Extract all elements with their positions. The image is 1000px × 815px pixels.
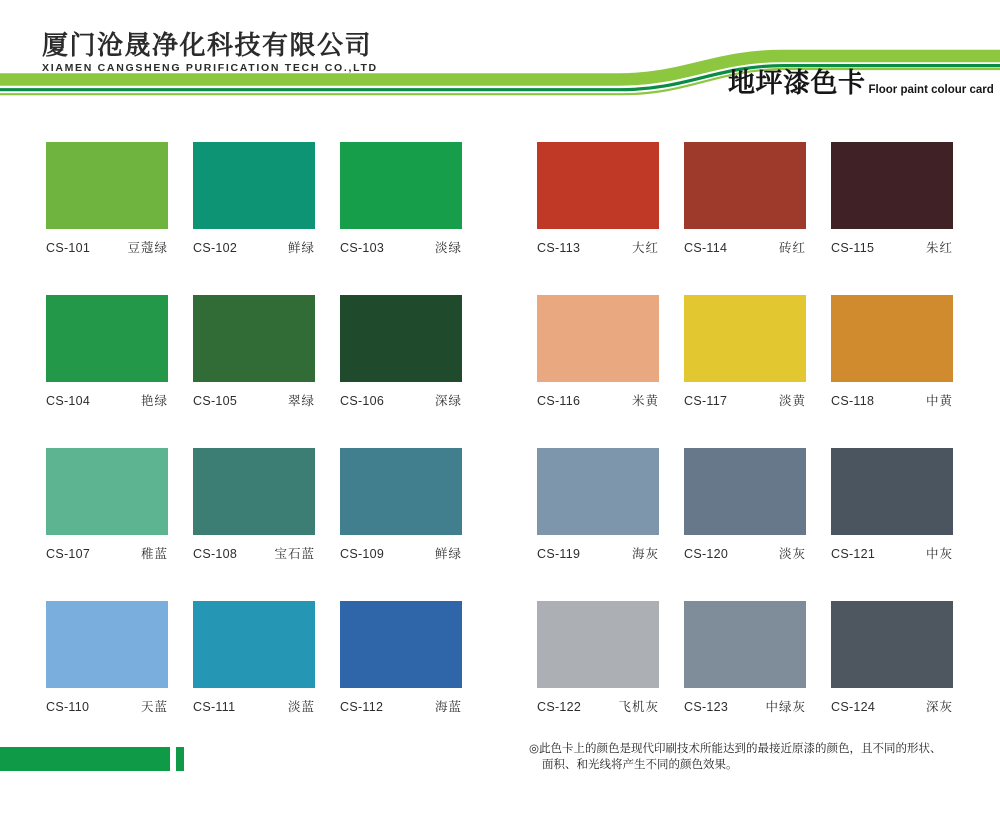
company-name-cn: 厦门沧晟净化科技有限公司 — [42, 30, 373, 60]
swatch-cell — [46, 601, 168, 714]
swatch-name: 中绿灰 — [765, 700, 806, 714]
swatch-code: CS-122 — [537, 700, 582, 714]
swatch-name: 艳绿 — [140, 394, 168, 408]
swatch-name: 稚蓝 — [140, 547, 168, 561]
swatch-cell — [831, 448, 953, 561]
swatch-name: 海蓝 — [434, 700, 462, 714]
disclaimer-line-1: ◎此色卡上的颜色是现代印刷技术所能达到的最接近原漆的颜色，且不同的形状、 — [529, 743, 942, 755]
color-swatch — [193, 295, 315, 382]
swatch-code: CS-115 — [831, 241, 875, 255]
color-swatch — [340, 601, 462, 688]
swatch-name: 大红 — [631, 241, 659, 255]
swatch-code: CS-114 — [684, 241, 728, 255]
swatch-cell — [340, 142, 462, 255]
swatch-grid-right — [537, 142, 953, 714]
swatch-cell — [46, 448, 168, 561]
disclaimer-line-2: 面积、和光线将产生不同的颜色效果。 — [542, 758, 738, 771]
swatch-cell — [537, 142, 659, 255]
swatch-cell — [193, 295, 315, 408]
swatch-name: 中黄 — [925, 394, 953, 408]
color-swatch — [684, 448, 806, 535]
swatch-name: 鲜绿 — [434, 547, 462, 561]
swatch-name: 砖红 — [778, 241, 806, 255]
swatch-code: CS-119 — [537, 547, 581, 561]
swatch-code: CS-103 — [340, 241, 385, 255]
swatch-cell — [537, 448, 659, 561]
swatch-code: CS-106 — [340, 394, 385, 408]
color-swatch — [46, 448, 168, 535]
swatch-code: CS-117 — [684, 394, 728, 408]
footer-accent-bar-small — [176, 747, 184, 771]
swatch-code: CS-105 — [193, 394, 238, 408]
swatch-name: 深绿 — [434, 394, 462, 408]
color-swatch — [193, 142, 315, 229]
color-swatch — [340, 295, 462, 382]
page-title — [728, 68, 994, 98]
page-title-en: Floor paint colour card — [868, 84, 994, 96]
swatch-cell — [831, 601, 953, 714]
swatch-code: CS-116 — [537, 394, 581, 408]
swatch-name: 淡绿 — [434, 241, 462, 255]
company-logo-block — [42, 32, 378, 74]
swatch-cell — [684, 448, 806, 561]
swatch-cell — [340, 448, 462, 561]
swatch-code: CS-113 — [537, 241, 581, 255]
color-swatch — [537, 601, 659, 688]
swatch-code: CS-108 — [193, 547, 238, 561]
swatch-name: 淡灰 — [778, 547, 806, 561]
swatch-code: CS-124 — [831, 700, 876, 714]
swatch-cell — [193, 142, 315, 255]
color-swatch — [684, 142, 806, 229]
color-swatch — [46, 142, 168, 229]
swatch-code: CS-112 — [340, 700, 384, 714]
swatch-cell — [193, 448, 315, 561]
color-swatch — [537, 142, 659, 229]
swatch-name: 豆蔻绿 — [127, 241, 168, 255]
swatch-code: CS-118 — [831, 394, 875, 408]
swatch-code: CS-121 — [831, 547, 876, 561]
swatch-cell — [537, 601, 659, 714]
swatch-cell — [537, 295, 659, 408]
swatch-cell — [46, 295, 168, 408]
swatch-cell — [684, 295, 806, 408]
swatch-name: 朱红 — [925, 241, 953, 255]
color-swatch — [193, 601, 315, 688]
swatch-name: 飞机灰 — [618, 700, 659, 714]
swatch-code: CS-102 — [193, 241, 238, 255]
footer-accent-bar — [0, 747, 170, 771]
color-swatch — [193, 448, 315, 535]
swatch-name: 淡黄 — [778, 394, 806, 408]
swatch-code: CS-111 — [193, 700, 236, 714]
swatch-code: CS-104 — [46, 394, 91, 408]
color-swatch — [537, 448, 659, 535]
color-swatch — [46, 601, 168, 688]
swatch-code: CS-101 — [46, 241, 91, 255]
swatch-name: 深灰 — [925, 700, 953, 714]
company-name-en: XIAMEN CANGSHENG PURIFICATION TECH CO.,LTD — [42, 62, 378, 74]
swatch-cell — [340, 601, 462, 714]
color-swatch — [46, 295, 168, 382]
swatch-cell — [46, 142, 168, 255]
color-swatch — [831, 601, 953, 688]
swatch-grid-left — [46, 142, 462, 714]
swatch-cell — [684, 601, 806, 714]
swatch-code: CS-110 — [46, 700, 90, 714]
swatch-name: 天蓝 — [140, 700, 168, 714]
swatch-name: 淡蓝 — [287, 700, 315, 714]
page-title-cn: 地坪漆色卡 — [728, 68, 866, 98]
disclaimer-note — [529, 742, 989, 773]
color-swatch — [340, 448, 462, 535]
color-swatch — [831, 295, 953, 382]
swatch-code: CS-120 — [684, 547, 729, 561]
swatch-cell — [831, 295, 953, 408]
swatch-cell — [831, 142, 953, 255]
swatch-code: CS-123 — [684, 700, 729, 714]
color-swatch — [831, 142, 953, 229]
swatch-name: 翠绿 — [287, 394, 315, 408]
swatch-cell — [340, 295, 462, 408]
swatch-name: 米黄 — [631, 394, 659, 408]
swatch-name: 海灰 — [631, 547, 659, 561]
color-swatch — [537, 295, 659, 382]
swatch-code: CS-107 — [46, 547, 91, 561]
swatch-code: CS-109 — [340, 547, 385, 561]
swatch-name: 鲜绿 — [287, 241, 315, 255]
color-swatch — [340, 142, 462, 229]
swatch-cell — [193, 601, 315, 714]
color-swatch — [684, 295, 806, 382]
swatch-name: 宝石蓝 — [274, 547, 315, 561]
swatch-name: 中灰 — [925, 547, 953, 561]
swatch-cell — [684, 142, 806, 255]
color-swatch — [684, 601, 806, 688]
color-swatch — [831, 448, 953, 535]
